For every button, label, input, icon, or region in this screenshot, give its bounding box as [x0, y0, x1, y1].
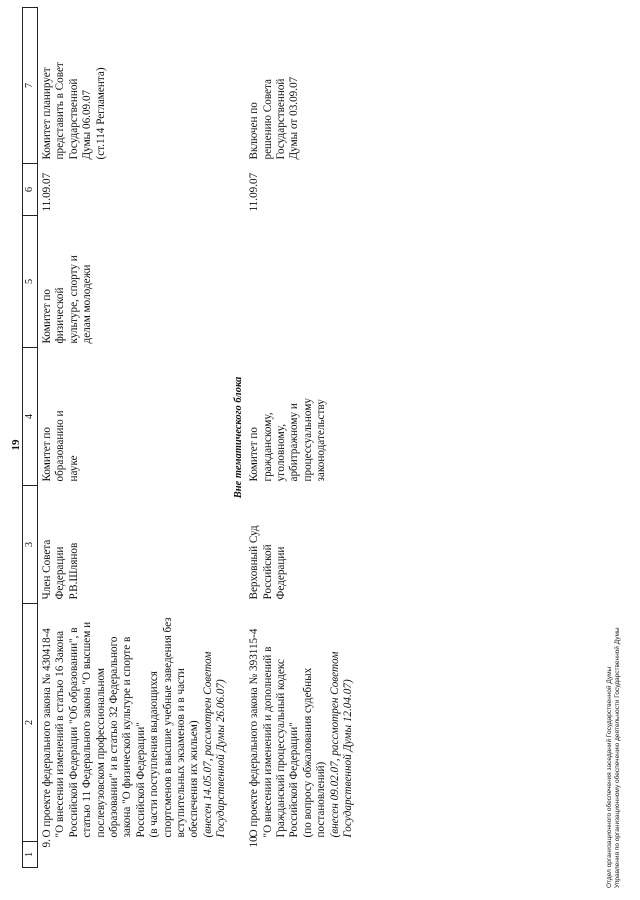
text-line: образовании" и в статью 32 Федерального — [108, 636, 121, 838]
text-line: науке — [67, 455, 80, 482]
text-line: Российской — [261, 544, 274, 600]
initiator — [245, 486, 355, 604]
text-line: Комитет по — [41, 427, 53, 482]
column-header: 2 — [23, 604, 38, 842]
note — [38, 8, 229, 164]
text-line: спортсменов в высшие учебные заведения без — [161, 617, 174, 838]
row-number: 10. — [248, 833, 261, 848]
review-date — [245, 164, 355, 216]
co-executor-committee — [245, 216, 355, 348]
text-line: решению Совета — [261, 79, 274, 160]
text-line: Думы от 03.09.07 — [288, 76, 301, 160]
text-line: (внесен 14.05.07, рассмотрен Советом — [201, 651, 214, 838]
table-row — [245, 8, 355, 868]
text-line: "О внесении изменений и дополнений в — [261, 646, 274, 838]
text-line: образованию и — [54, 410, 67, 482]
note — [245, 8, 355, 164]
initiator — [38, 486, 229, 604]
text-line: О проекте федерального закона № 430418-4 — [41, 628, 53, 838]
text-line: Комитет по — [41, 289, 53, 344]
bill-description — [38, 604, 229, 842]
footer — [606, 288, 622, 888]
footer-line: Управления по организационному обеспечению деятельности Государственной Думы — [614, 627, 621, 888]
text-line: Государственной — [274, 78, 287, 160]
text-line: (в части поступления выдающихся — [148, 671, 161, 838]
text-line: (ст.114 Регламента) — [94, 67, 107, 160]
text-line: культуре, спорту и — [67, 255, 80, 344]
text-line: представить в Совет — [54, 62, 67, 160]
text-line: Комитет по — [248, 427, 261, 482]
text-line: послевузовском профессиональном — [94, 668, 107, 838]
table-row — [38, 8, 229, 868]
text-line: Российской Федерации" — [134, 722, 147, 838]
text-line: Федерации — [274, 546, 287, 600]
text-line: вступительных экзаменов и в части — [175, 668, 188, 838]
text-line: Гражданский процессуальный кодекс — [274, 659, 287, 838]
text-line: Государственной Думы 26.06.07) — [215, 679, 228, 838]
text-line: постановлений) — [315, 761, 328, 838]
page-number: 19 — [10, 439, 22, 451]
text-line: Федерации — [54, 546, 67, 600]
text-line: Российской Федерации "Об образовании", в — [67, 627, 80, 838]
text-line: 11.09.07 — [41, 172, 53, 212]
text-line: (по вопросу обжалования судебных — [301, 667, 314, 838]
column-header: 5 — [23, 216, 38, 348]
responsible-committee — [245, 348, 355, 486]
text-line: Комитет планирует — [41, 67, 53, 160]
agenda-table — [22, 7, 355, 868]
review-date — [38, 164, 229, 216]
column-header: 7 — [23, 8, 38, 164]
section-heading: Вне тематического блока — [232, 376, 244, 499]
column-header: 1 — [23, 842, 38, 868]
text-line: (внесен 09.02.07, рассмотрен Советом — [328, 651, 341, 838]
column-header: 3 — [23, 486, 38, 604]
footer-line: Отдел организационного обеспечения заседаний Государственной Думы — [606, 666, 613, 888]
text-line: гражданскому, — [261, 412, 274, 482]
text-line: процессуальному — [301, 398, 314, 482]
text-line: Включен по — [248, 102, 261, 160]
co-executor-committee — [38, 216, 229, 348]
row-number: 9. — [41, 839, 53, 848]
text-line: физической — [54, 287, 67, 344]
text-line: Р.В.Шлянов — [67, 542, 80, 600]
text-line: "О внесении изменений в статью 16 Закона — [54, 630, 67, 838]
text-line: О проекте федерального закона № 393115-4 — [248, 628, 261, 838]
text-line: закона "О физической культуре и спорте в — [121, 636, 134, 838]
text-line: арбитражному и — [288, 403, 301, 482]
text-line: Государственной Думы 12.04.07) — [341, 679, 354, 838]
text-line: Государственной — [67, 78, 80, 160]
text-line: обеспечения их жильем) — [188, 720, 201, 838]
text-line: уголовному, — [274, 423, 287, 482]
text-line: статью 11 Федерального закона "О высшем и — [81, 621, 94, 838]
column-header: 4 — [23, 348, 38, 486]
text-line: Член Совета — [41, 539, 53, 600]
bill-description — [245, 604, 355, 842]
section-heading-row — [229, 8, 245, 868]
text-line: Верховный Суд — [248, 525, 261, 600]
responsible-committee — [38, 348, 229, 486]
text-line: законодательству — [315, 399, 328, 482]
text-line: Российской Федерации" — [288, 722, 301, 838]
column-number-row — [23, 8, 38, 868]
text-line: делам молодежи — [81, 264, 94, 344]
text-line: Думы 06.09.07 — [81, 89, 94, 160]
column-header: 6 — [23, 164, 38, 216]
text-line: 11.09.07 — [248, 172, 261, 212]
